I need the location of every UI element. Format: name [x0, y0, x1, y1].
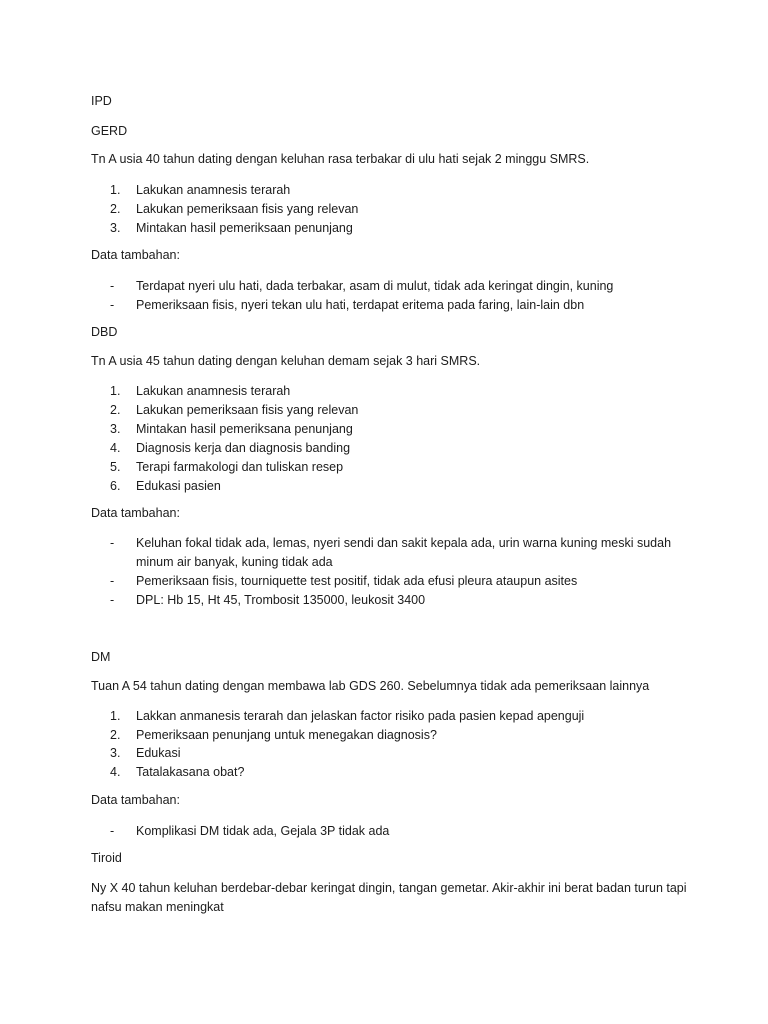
task-text: Pemeriksaan penunjang untuk menegakan diagnosis? — [136, 728, 437, 742]
bullet-item — [110, 572, 690, 591]
bullet-text: Pemeriksaan fisis, tourniquette test positif, tidak ada efusi pleura ataupun asites — [136, 574, 578, 588]
list-number: 3. — [110, 746, 121, 760]
task-text: Edukasi pasien — [136, 479, 221, 493]
heading-tiroid: Tiroid — [91, 851, 122, 865]
list-item — [110, 401, 690, 420]
list-item — [110, 439, 690, 458]
bullet-text: DPL: Hb 15, Ht 45, Trombosit 135000, leukosit 3400 — [136, 593, 426, 607]
case-gerd: Tn A usia 40 tahun dating dengan keluhan rasa terbakar di ulu hati sejak 2 minggu SMRS. — [91, 152, 590, 166]
heading-gerd: GERD — [91, 124, 128, 138]
list-item — [110, 763, 690, 782]
task-text: Terapi farmakologi dan tuliskan resep — [136, 460, 344, 474]
task-text: Lakukan anamnesis terarah — [136, 183, 291, 197]
task-text: Lakukan pemeriksaan fisis yang relevan — [136, 403, 359, 417]
list-number: 1. — [110, 183, 121, 197]
list-number: 1. — [110, 384, 121, 398]
bullet-item — [110, 591, 690, 610]
bullet-item — [110, 534, 690, 572]
case-dm: Tuan A 54 tahun dating dengan membawa lab GDS 260. Sebelumnya tidak ada pemeriksaan lainnya — [91, 679, 650, 693]
list-item — [110, 219, 690, 238]
task-text: Lakukan pemeriksaan fisis yang relevan — [136, 202, 359, 216]
heading-dm: DM — [91, 650, 111, 664]
list-number: 3. — [110, 221, 121, 235]
bullet-dash: - — [110, 824, 115, 838]
task-text: Lakukan anamnesis terarah — [136, 384, 291, 398]
list-number: 4. — [110, 765, 121, 779]
list-number: 1. — [110, 709, 121, 723]
task-text: Mintakan hasil pemeriksaan penunjang — [136, 221, 353, 235]
list-number: 3. — [110, 422, 121, 436]
bullet-dash: - — [110, 574, 115, 588]
list-number: 4. — [110, 441, 121, 455]
extra-label-gerd: Data tambahan: — [91, 248, 180, 262]
list-item — [110, 726, 690, 745]
bullet-text: Komplikasi DM tidak ada, Gejala 3P tidak ada — [136, 824, 390, 838]
bullet-text: Terdapat nyeri ulu hati, dada terbakar, asam di mulut, tidak ada keringat dingin, kuning — [136, 279, 614, 293]
list-number: 2. — [110, 728, 121, 742]
task-text: Tatalakasana obat? — [136, 765, 245, 779]
task-text: Diagnosis kerja dan diagnosis banding — [136, 441, 351, 455]
bullet-dash: - — [110, 593, 115, 607]
list-number: 6. — [110, 479, 121, 493]
list-item — [110, 458, 690, 477]
list-item — [110, 477, 690, 496]
bullet-item — [110, 277, 690, 296]
heading-dbd: DBD — [91, 325, 118, 339]
list-number: 2. — [110, 403, 121, 417]
case-dbd: Tn A usia 45 tahun dating dengan keluhan demam sejak 3 hari SMRS. — [91, 354, 481, 368]
list-item — [110, 382, 690, 401]
bullet-item — [110, 296, 690, 315]
task-text: Lakkan anmanesis terarah dan jelaskan factor risiko pada pasien kepad apenguji — [136, 709, 585, 723]
task-text: Edukasi — [136, 746, 181, 760]
bullet-text: Pemeriksaan fisis, nyeri tekan ulu hati, terdapat eritema pada faring, lain-lain dbn — [136, 298, 585, 312]
section-title-ipd: IPD — [91, 94, 112, 108]
list-item — [110, 181, 690, 200]
list-number: 2. — [110, 202, 121, 216]
extra-label-dbd: Data tambahan: — [91, 506, 180, 520]
list-item — [110, 420, 690, 439]
list-item — [110, 200, 690, 219]
task-text: Mintakan hasil pemeriksana penunjang — [136, 422, 353, 436]
bullet-dash: - — [110, 536, 115, 550]
case-tiroid: Ny X 40 tahun keluhan berdebar-debar keringat dingin, tangan gemetar. Akir-akhir ini berat badan turun tapi nafsu makan meningkat — [91, 881, 687, 914]
list-number: 5. — [110, 460, 121, 474]
bullet-dash: - — [110, 279, 115, 293]
list-item — [110, 707, 690, 726]
bullet-text: Keluhan fokal tidak ada, lemas, nyeri sendi dan sakit kepala ada, urin warna kuning meski sudah minum air banyak, kuning tidak ada — [136, 536, 672, 569]
bullet-item — [110, 822, 690, 841]
bullet-dash: - — [110, 298, 115, 312]
extra-label-dm: Data tambahan: — [91, 793, 180, 807]
list-item — [110, 744, 690, 763]
